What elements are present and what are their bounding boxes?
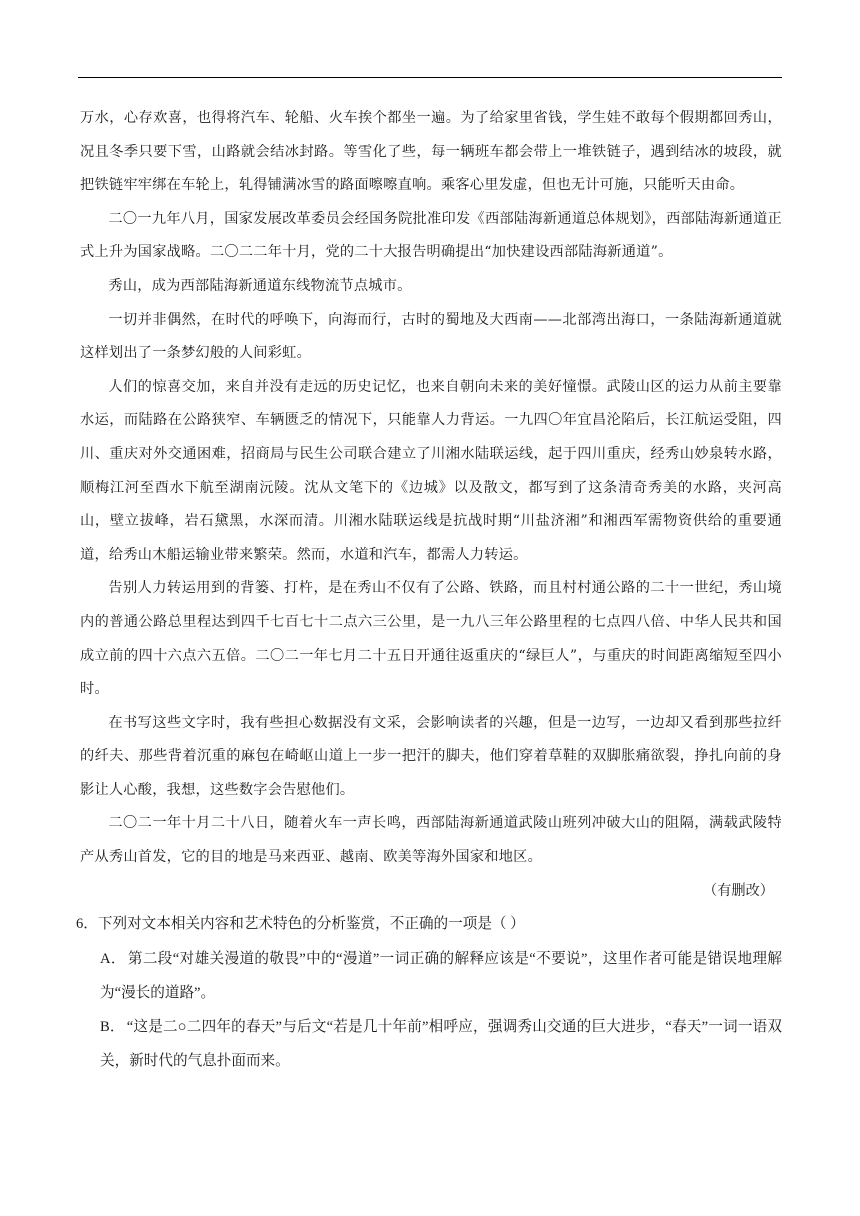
source-note: （有删改） <box>703 882 774 899</box>
option-b-letter: B． <box>100 1018 125 1035</box>
header-rule <box>78 77 782 78</box>
page-content <box>76 102 783 1078</box>
option-a-letter: A． <box>100 950 126 967</box>
option-a[interactable] <box>80 942 782 1010</box>
article-paragraph-1: 万水，心存欢喜，也得将汽车、轮船、火车挨个都坐一遍。为了给家里省钱，学生娃不敢每个假期都回秀山，况且冬季只要下雪，山路就会结冰封路。等雪化了些，每一辆班车都会带上一堆铁链子，遇到结冰的坡段，就把铁链牢牢绑在车轮上，轧得铺满冰雪的路面嚓嚓直响。乘客心里发虚，但也无计可施，只能听天由命。 <box>80 110 782 194</box>
option-a-text: 第二段“对雄关漫道的敬畏”中的“漫道”一词正确的解释应该是“不要说”，这里作者可能是错误地理解为“漫长的道路”。 <box>100 950 782 1001</box>
article-paragraph-7: 在书写这些文字时，我有些担心数据没有文采，会影响读者的兴趣，但是一边写，一边却又看到那些拉纤的纤夫、那些背着沉重的麻包在崎岖山道上一步一把汗的脚夫，他们穿着草鞋的双脚胀痛欲裂，挣扎向前的身影让人心酸，我想，这些数字会告慰他们。 <box>80 714 782 798</box>
article-paragraph-2: 二〇一九年八月，国家发展改革委员会经国务院批准印发《西部陆海新通道总体规划》，西部陆海新通道正式上升为国家战略。二〇二二年十月，党的二十大报告明确提出“加快建设西部陆海新通道”。 <box>80 210 782 261</box>
option-b-text: “这是二○二四年的春天”与后文“若是几十年前”相呼应，强调秀山交通的巨大进步，“春天”一词一语双关，新时代的气息扑面而来。 <box>100 1018 783 1069</box>
article-paragraph-6: 告别人力转运用到的背篓、打杵，是在秀山不仅有了公路、铁路，而且村村通公路的二十一世纪，秀山境内的普通公路总里程达到四千七百七十二点六三公里，是一九八三年公路里程的七点四八倍、中华人民共和国成立前的四十六点六五倍。二〇二一年七月二十五日开通往返重庆的“绿巨人”，与重庆的时间距离缩短至四小时。 <box>80 580 782 698</box>
question-stem: 6．下列对文本相关内容和艺术特色的分析鉴赏，不正确的一项是（ ） <box>76 916 525 933</box>
option-b[interactable] <box>80 1010 782 1078</box>
article-paragraph-8: 二〇二一年十月二十八日，随着火车一声长鸣，西部陆海新通道武陵山班列冲破大山的阻隔，满载武陵特产从秀山首发，它的目的地是马来西亚、越南、欧美等海外国家和地区。 <box>80 815 782 866</box>
article-paragraph-3: 秀山，成为西部陆海新通道东线物流节点城市。 <box>108 277 412 294</box>
article-paragraph-5: 人们的惊喜交加，来自并没有走远的历史记忆，也来自朝向未来的美好憧憬。武陵山区的运力从前主要靠水运，而陆路在公路狭窄、车辆匮乏的情况下，只能靠人力背运。一九四〇年宜昌沦陷后，长江航运受阻，四川、重庆对外交通困难，招商局与民生公司联合建立了川湘水陆联运线，起于四川重庆，经秀山妙泉转水路，顺梅江河至酉水下航至湖南沅陵。沈从文笔下的《边城》以及散文，都写到了这条清奇秀美的水路，夹河高山，壁立拔峰，岩石黛黑，水深而清。川湘水陆联运线是抗战时期“川盐济湘”和湘西军需物资供给的重要通道，给秀山木船运输业带来繁荣。然而，水道和汽车，都需人力转运。 <box>80 378 782 563</box>
article-paragraph-4: 一切并非偶然，在时代的呼唤下，向海而行，古时的蜀地及大西南——北部湾出海口，一条陆海新通道就这样划出了一条梦幻般的人间彩虹。 <box>80 311 782 362</box>
